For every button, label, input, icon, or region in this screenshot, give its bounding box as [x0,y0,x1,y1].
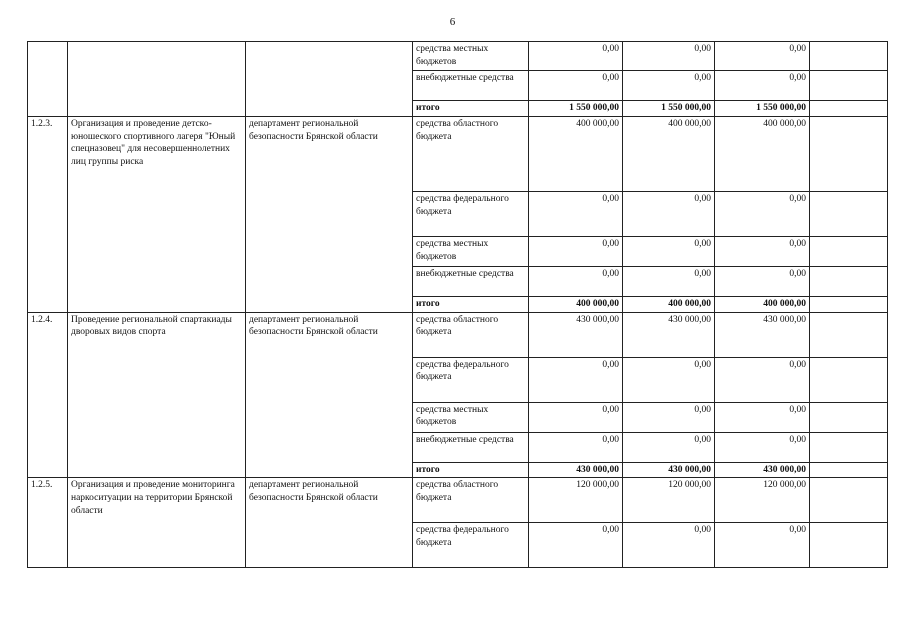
amount-cell-3: 0,00 [715,523,810,568]
funding-source-cell: средства областного бюджета [413,312,529,357]
amount-cell-1: 0,00 [529,266,623,296]
activity-name-cell: Организация и проведение мониторинга наркоситуации на территории Брянской области [68,478,246,568]
amount-cell-1: 120 000,00 [529,478,623,523]
amount-cell-3: 0,00 [715,432,810,462]
amount-cell-2: 0,00 [623,402,715,432]
empty-cell [810,296,888,312]
empty-cell [810,266,888,296]
empty-cell [810,462,888,478]
amount-cell-2: 0,00 [623,71,715,101]
item-number-cell: 1.2.5. [28,478,68,568]
amount-cell-1: 0,00 [529,71,623,101]
amount-cell-1: 430 000,00 [529,312,623,357]
empty-cell [810,312,888,357]
amount-cell-2: 1 550 000,00 [623,101,715,117]
executor-cell: департамент региональной безопасности Брянской области [246,116,413,312]
amount-cell-3: 400 000,00 [715,296,810,312]
empty-cell [810,357,888,402]
amount-cell-1: 0,00 [529,191,623,236]
amount-cell-3: 0,00 [715,402,810,432]
amount-cell-3: 0,00 [715,191,810,236]
table-row [28,116,888,191]
funding-source-cell: итого [413,296,529,312]
empty-cell [810,523,888,568]
activity-name-cell [68,42,246,117]
amount-cell-1: 1 550 000,00 [529,101,623,117]
amount-cell-3: 120 000,00 [715,478,810,523]
empty-cell [810,42,888,71]
amount-cell-1: 430 000,00 [529,462,623,478]
empty-cell [810,101,888,117]
funding-source-cell: средства местных бюджетов [413,42,529,71]
item-number-cell: 1.2.3. [28,116,68,312]
amount-cell-2: 0,00 [623,266,715,296]
amount-cell-2: 0,00 [623,42,715,71]
amount-cell-2: 0,00 [623,523,715,568]
page-number: 6 [449,16,456,28]
amount-cell-3: 1 550 000,00 [715,101,810,117]
empty-cell [810,402,888,432]
funding-source-cell: внебюджетные средства [413,266,529,296]
amount-cell-3: 0,00 [715,71,810,101]
amount-cell-3: 0,00 [715,357,810,402]
amount-cell-1: 400 000,00 [529,116,623,191]
table-row [28,478,888,523]
activity-name-cell: Проведение региональной спартакиады дворовых видов спорта [68,312,246,478]
funding-source-cell: средства федерального бюджета [413,357,529,402]
empty-cell [810,432,888,462]
amount-cell-2: 400 000,00 [623,116,715,191]
funding-source-cell: внебюджетные средства [413,71,529,101]
amount-cell-1: 0,00 [529,236,623,266]
empty-cell [810,191,888,236]
funding-source-cell: средства федерального бюджета [413,523,529,568]
funding-source-cell: итого [413,462,529,478]
amount-cell-2: 0,00 [623,432,715,462]
amount-cell-2: 430 000,00 [623,312,715,357]
amount-cell-2: 400 000,00 [623,296,715,312]
item-number-cell: 1.2.4. [28,312,68,478]
amount-cell-1: 0,00 [529,523,623,568]
activity-name-cell: Организация и проведение детско-юношеского спортивного лагеря "Юный спецназовец" для несовершеннолетних лиц группы риска [68,116,246,312]
amount-cell-3: 0,00 [715,236,810,266]
amount-cell-3: 0,00 [715,266,810,296]
amount-cell-1: 0,00 [529,42,623,71]
executor-cell [246,42,413,117]
amount-cell-2: 0,00 [623,357,715,402]
amount-cell-1: 0,00 [529,432,623,462]
empty-cell [810,236,888,266]
amount-cell-3: 0,00 [715,42,810,71]
amount-cell-1: 0,00 [529,402,623,432]
funding-source-cell: итого [413,101,529,117]
amount-cell-3: 430 000,00 [715,312,810,357]
budget-table [27,41,888,568]
table-row [28,42,888,71]
funding-source-cell: внебюджетные средства [413,432,529,462]
empty-cell [810,116,888,191]
executor-cell: департамент региональной безопасности Брянской области [246,312,413,478]
funding-source-cell: средства областного бюджета [413,116,529,191]
funding-source-cell: средства федерального бюджета [413,191,529,236]
amount-cell-2: 0,00 [623,191,715,236]
amount-cell-2: 120 000,00 [623,478,715,523]
amount-cell-2: 0,00 [623,236,715,266]
item-number-cell [28,42,68,117]
amount-cell-1: 400 000,00 [529,296,623,312]
funding-source-cell: средства областного бюджета [413,478,529,523]
amount-cell-3: 400 000,00 [715,116,810,191]
executor-cell: департамент региональной безопасности Брянской области [246,478,413,568]
amount-cell-2: 430 000,00 [623,462,715,478]
funding-source-cell: средства местных бюджетов [413,236,529,266]
amount-cell-3: 430 000,00 [715,462,810,478]
empty-cell [810,71,888,101]
funding-source-cell: средства местных бюджетов [413,402,529,432]
amount-cell-1: 0,00 [529,357,623,402]
table-row [28,312,888,357]
empty-cell [810,478,888,523]
